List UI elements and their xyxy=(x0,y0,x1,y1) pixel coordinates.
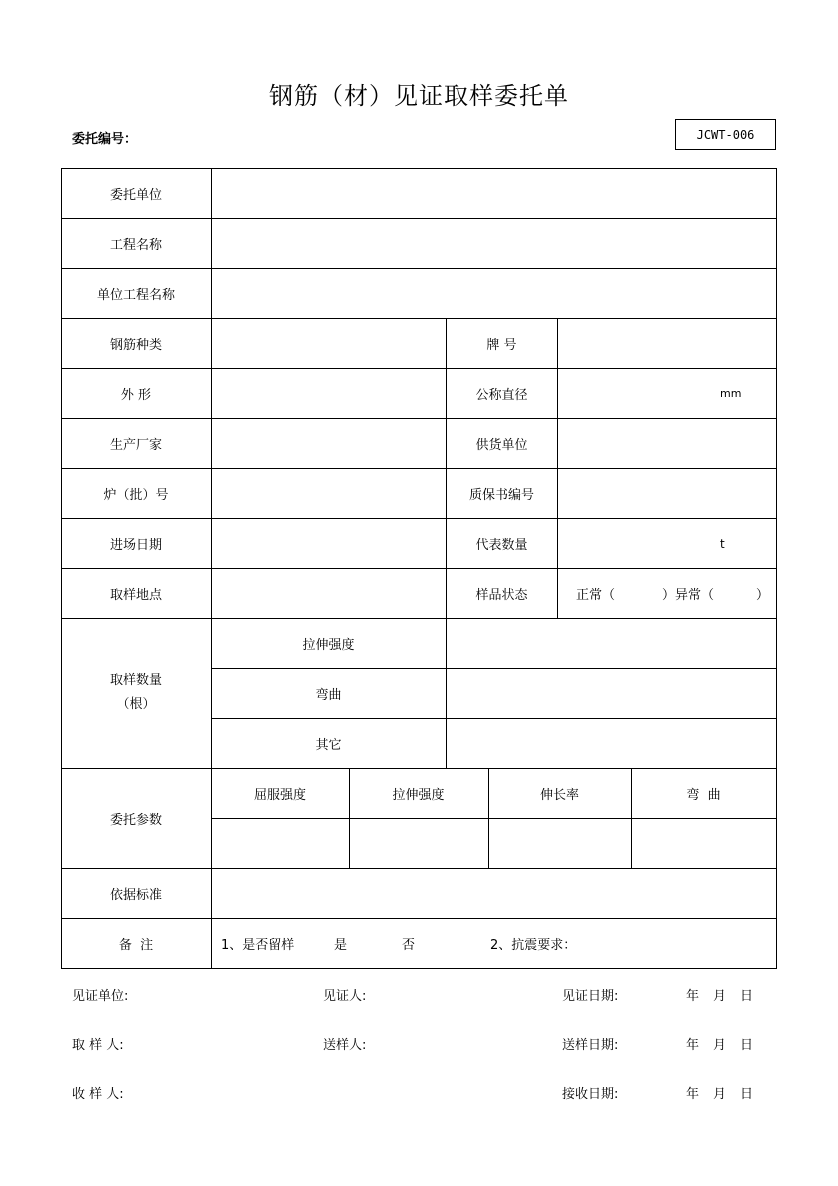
label-location: 取样地点 xyxy=(109,587,162,603)
label-count-bending: 弯曲 xyxy=(315,687,342,703)
quantity-field[interactable] xyxy=(558,519,776,568)
cert-no-field[interactable] xyxy=(558,469,776,518)
label-supplier: 供货单位 xyxy=(475,437,528,453)
label-param-bending: 弯 曲 xyxy=(686,787,721,803)
footer-year-1: 年 xyxy=(686,989,700,1004)
seismic-requirement: 2、抗震要求： xyxy=(490,938,577,953)
brand-field[interactable] xyxy=(558,319,776,368)
form-code: JCWT-006 xyxy=(696,127,755,142)
label-param-tensile: 拉伸强度 xyxy=(392,787,445,803)
quantity-unit: t xyxy=(720,536,725,551)
footer-year-3: 年 xyxy=(686,1087,700,1102)
param-bending-field[interactable] xyxy=(632,819,776,868)
state-close: ） xyxy=(756,588,770,603)
state-normal-label: 正常（ xyxy=(576,588,616,603)
client-field[interactable] xyxy=(212,169,776,218)
footer-month-3: 月 xyxy=(713,1087,727,1102)
remarks-field[interactable] xyxy=(212,919,776,968)
label-params: 委托参数 xyxy=(109,812,162,828)
label-param-yield: 屈服强度 xyxy=(253,787,306,803)
footer-send-date: 送样日期: xyxy=(562,1038,619,1053)
footer-receive-date: 接收日期: xyxy=(562,1087,619,1102)
param-tensile-field[interactable] xyxy=(350,819,488,868)
unit-project-field[interactable] xyxy=(212,269,776,318)
label-steel-type: 钢筋种类 xyxy=(109,337,162,353)
label-cert-no: 质保书编号 xyxy=(468,487,534,503)
label-brand: 牌 号 xyxy=(486,337,517,353)
label-unit-project: 单位工程名称 xyxy=(96,287,175,303)
shape-field[interactable] xyxy=(212,369,446,418)
label-client: 委托单位 xyxy=(109,187,162,203)
retain-yes[interactable]: 是 xyxy=(334,938,348,953)
label-standard: 依据标准 xyxy=(109,887,162,903)
footer-month-2: 月 xyxy=(713,1038,727,1053)
footer-witness-unit: 见证单位: xyxy=(72,989,129,1004)
count-bending-field[interactable] xyxy=(447,669,776,718)
footer-sender: 送样人: xyxy=(323,1038,367,1053)
footer-year-2: 年 xyxy=(686,1038,700,1053)
footer-day-3: 日 xyxy=(740,1087,754,1102)
sample-count-line1: 取样数量 xyxy=(109,673,162,688)
location-field[interactable] xyxy=(212,569,446,618)
diameter-unit: mm xyxy=(720,387,742,400)
label-count-other: 其它 xyxy=(315,737,342,753)
sample-state-field[interactable] xyxy=(558,569,776,618)
form-code-box xyxy=(675,119,776,150)
diameter-field[interactable] xyxy=(558,369,776,418)
label-count-tensile: 拉伸强度 xyxy=(302,637,355,653)
footer-witness-date: 见证日期: xyxy=(562,989,619,1004)
label-remarks: 备 注 xyxy=(118,937,154,953)
steel-type-field[interactable] xyxy=(212,319,446,368)
standard-field[interactable] xyxy=(212,869,776,918)
label-sample-state: 样品状态 xyxy=(475,587,528,603)
param-elongation-field[interactable] xyxy=(489,819,631,868)
project-field[interactable] xyxy=(212,219,776,268)
count-other-field[interactable] xyxy=(447,719,776,768)
label-diameter: 公称直径 xyxy=(475,387,528,403)
label-entry-date: 进场日期 xyxy=(109,537,162,553)
batch-field[interactable] xyxy=(212,469,446,518)
label-shape: 外 形 xyxy=(120,387,152,403)
label-manufacturer: 生产厂家 xyxy=(109,437,162,453)
footer-witness-person: 见证人: xyxy=(323,989,367,1004)
commission-no-label: 委托编号： xyxy=(72,132,138,147)
state-abnormal-label: ）异常（ xyxy=(662,588,715,603)
label-project: 工程名称 xyxy=(109,237,162,253)
label-param-elongation: 伸长率 xyxy=(539,787,579,803)
retain-no[interactable]: 否 xyxy=(402,938,416,953)
footer-day-1: 日 xyxy=(740,989,754,1004)
footer-receiver: 收 样 人: xyxy=(72,1087,124,1102)
param-yield-field[interactable] xyxy=(212,819,349,868)
label-batch: 炉（批）号 xyxy=(103,487,169,503)
count-tensile-field[interactable] xyxy=(447,619,776,668)
label-quantity: 代表数量 xyxy=(475,537,528,553)
manufacturer-field[interactable] xyxy=(212,419,446,468)
page-title: 钢筋（材）见证取样委托单 xyxy=(269,82,569,110)
entry-date-field[interactable] xyxy=(212,519,446,568)
supplier-field[interactable] xyxy=(558,419,776,468)
retain-sample-question: 1、是否留样 xyxy=(221,938,295,953)
footer-sampler: 取 样 人: xyxy=(72,1038,124,1053)
label-sample-count xyxy=(61,618,211,768)
footer-month-1: 月 xyxy=(713,989,727,1004)
sample-count-line2: （根） xyxy=(116,697,156,712)
footer-day-2: 日 xyxy=(740,1038,754,1053)
